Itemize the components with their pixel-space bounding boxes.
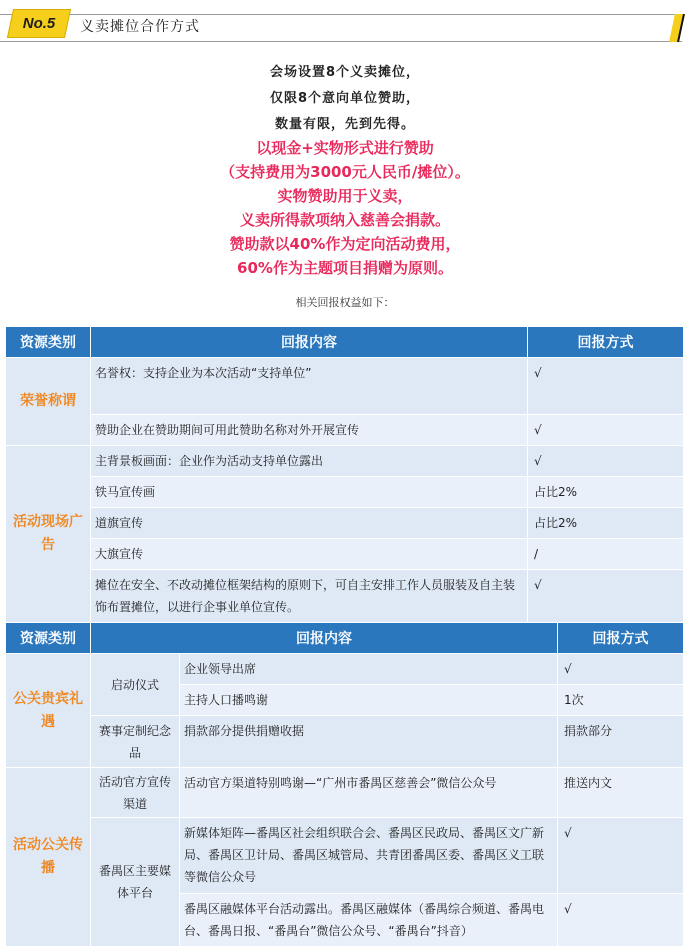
intro-highlight-line: 60%作为主题项目捐赠为原则。: [237, 259, 453, 277]
header-top-rule: [0, 14, 682, 15]
table-row: [6, 508, 684, 539]
return-cell: √: [558, 818, 684, 894]
content-cell: 主持人口播鸣谢: [180, 685, 558, 716]
table-row: [6, 358, 684, 415]
return-cell: √: [528, 358, 684, 415]
column-header: 回报内容: [91, 623, 558, 654]
content-cell: 活动官方渠道特别鸣谢—“广州市番禺区慈善会”微信公众号: [180, 768, 558, 818]
intro-highlight-line: 赞助款以40%作为定向活动费用，: [229, 235, 461, 253]
table-header-row: [6, 327, 684, 358]
content-cell: 番禺区融媒体平台活动露出。番禺区融媒体（番禺综合频道、番禺电台、番禺日报、“番禺台”微信公众号、“番禺台”抖音）: [180, 894, 558, 946]
benefits-table-2: [5, 622, 684, 946]
category-cell: 活动公关传播: [6, 768, 91, 946]
table-header-row: [6, 623, 684, 654]
intro-highlight-line: 以现金+实物形式进行赞助: [256, 139, 434, 157]
intro-line: 会场设置8个义卖摊位，: [269, 65, 421, 80]
table-row: [6, 570, 684, 623]
table-row: [6, 768, 684, 818]
subcategory-cell: 番禺区主要媒体平台: [91, 818, 180, 946]
intro-black-text: [0, 60, 690, 138]
subcategory-cell: 赛事定制纪念品: [91, 716, 180, 768]
intro-red-text: [0, 136, 690, 280]
table-row: [6, 539, 684, 570]
intro-line: 数量有限，先到先得。: [274, 117, 415, 132]
content-cell: 道旗宣传: [91, 508, 528, 539]
category-cell: 活动现场广告: [6, 446, 91, 623]
return-cell: 1次: [558, 685, 684, 716]
table-row: [6, 716, 684, 768]
intro-highlight-line: （支持费用为3000元人民币/摊位）。: [220, 163, 470, 181]
column-header: 资源类别: [6, 623, 91, 654]
table-row: [6, 415, 684, 446]
return-cell: 占比2%: [528, 477, 684, 508]
return-cell: √: [528, 415, 684, 446]
content-cell: 主背景板画面：企业作为活动支持单位露出: [91, 446, 528, 477]
content-cell: 赞助企业在赞助期间可用此赞助名称对外开展宣传: [91, 415, 528, 446]
header-corner-accent: [669, 14, 685, 42]
return-cell: 推送内文: [558, 768, 684, 818]
subcategory-cell: 启动仪式: [91, 654, 180, 716]
content-cell: 捐款部分提供捐赠收据: [180, 716, 558, 768]
content-cell: 名誉权：支持企业为本次活动“支持单位”: [91, 358, 528, 415]
content-cell: 新媒体矩阵—番禺区社会组织联合会、番禺区民政局、番禺区文广新局、番禺区卫计局、番禺区城管局、共青团番禺区委、番禺区义工联等微信公众号: [180, 818, 558, 894]
return-cell: √: [558, 654, 684, 685]
benefits-table-1: [5, 326, 684, 623]
content-cell: 企业领导出席: [180, 654, 558, 685]
column-header: 回报方式: [558, 623, 684, 654]
intro-line: 仅限8个意向单位赞助，: [269, 91, 421, 106]
intro-note: 相关回报权益如下：: [295, 296, 395, 309]
return-cell: √: [558, 894, 684, 946]
header-bottom-rule: [0, 41, 682, 42]
intro-highlight-line: 实物赞助用于义卖，: [277, 187, 413, 205]
table-row: [6, 818, 684, 894]
column-header: 回报内容: [91, 327, 528, 358]
return-cell: 捐款部分: [558, 716, 684, 768]
return-cell: √: [528, 446, 684, 477]
content-cell: 铁马宣传画: [91, 477, 528, 508]
section-title: 义卖摊位合作方式: [80, 19, 200, 35]
subcategory-cell: 活动官方宣传渠道: [91, 768, 180, 818]
return-cell: 占比2%: [528, 508, 684, 539]
section-header: [0, 0, 690, 46]
table-row: [6, 446, 684, 477]
table-row: [6, 654, 684, 685]
section-number-badge: [7, 9, 71, 38]
badge-label: No.5: [22, 15, 56, 32]
column-header: 回报方式: [528, 327, 684, 358]
table-row: [6, 477, 684, 508]
intro-highlight-line: 义卖所得款项纳入慈善会捐款。: [239, 211, 450, 229]
category-cell: 公关贵宾礼遇: [6, 654, 91, 768]
content-cell: 摊位在安全、不改动摊位框架结构的原则下，可自主安排工作人员服装及自主装饰布置摊位，以进行企事业单位宣传。: [91, 570, 528, 623]
return-cell: /: [528, 539, 684, 570]
column-header: 资源类别: [6, 327, 91, 358]
return-cell: √: [528, 570, 684, 623]
content-cell: 大旗宣传: [91, 539, 528, 570]
category-cell: 荣誉称谓: [6, 358, 91, 446]
